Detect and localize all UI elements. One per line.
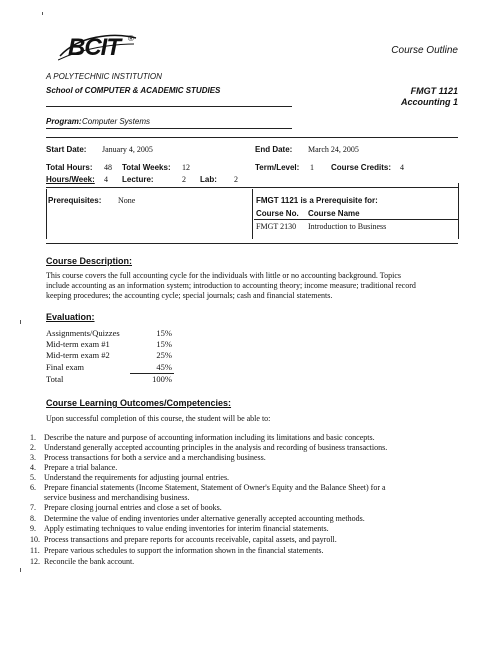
scan-speck [20,568,21,572]
evaluation-item-label: Assignments/Quizzes [46,328,120,338]
outcome-text: Prepare a trial balance. [44,463,118,472]
lecture-label: Lecture: [122,175,154,184]
total-weeks-value: 12 [182,163,190,172]
course-credits-label: Course Credits: [331,163,392,172]
outcome-item [30,514,484,524]
outcome-text: Prepare closing journal entries and close a set of books. [44,503,222,512]
outcome-number: 1. [30,433,36,442]
outcome-text: Apply estimating techniques to value ending inventories for interim financial statements. [44,524,329,533]
hours-week-label: Hours/Week: [46,175,95,184]
outcome-number: 5. [30,473,36,482]
prereq-for-course-no: FMGT 2130 [256,222,297,231]
course-name: Accounting 1 [400,97,458,107]
prereq-for-box-left-edge [252,189,253,239]
total-hours-label: Total Hours: [46,163,93,172]
course-credits-value: 4 [400,163,404,172]
program-value: Computer Systems [82,117,151,126]
details-top-divider [46,137,458,138]
outcome-text: Understand the requirements for adjusting journal entries. [44,473,230,482]
prereq-for-title: FMGT 1121 is a Prerequisite for: [256,196,378,205]
start-date-label: Start Date: [46,145,87,154]
outcome-number: 12. [30,557,40,566]
outcome-text: Process transactions and prepare reports for accounts receivable, capital assets, and payroll. [44,535,337,544]
prereq-for-header-rule [254,219,458,220]
outcome-text: Describe the nature and purpose of accounting information including its limitations and basic concepts. [44,433,375,442]
outcome-item [30,483,484,503]
evaluation-item-value: 15% [156,339,172,349]
hours-divider [46,187,458,188]
outcome-number: 10. [30,535,40,544]
hours-week-value: 4 [104,175,108,184]
outcome-item [30,443,484,453]
outcomes-heading: Course Learning Outcomes/Competencies: [46,398,232,408]
description-line: This course covers the full accounting cycle for the individuals with little or no accounting background. Topics [46,271,401,280]
header-divider [46,106,292,107]
program-underline [46,128,292,129]
outcome-item [30,535,484,545]
lecture-value: 2 [182,175,186,184]
outcomes-intro: Upon successful completion of this course, the student will be able to: [46,414,271,423]
outcome-item [30,524,484,534]
outcome-text: Determine the value of ending inventories under alternative generally accepted accounting methods. [44,514,365,523]
evaluation-item-label: Final exam [46,362,85,372]
outcome-number: 3. [30,453,36,462]
outcome-item [30,503,484,513]
scan-speck [20,320,21,324]
details-bottom-divider [46,243,458,244]
evaluation-item-label: Mid-term exam #2 [46,350,110,360]
outcome-number: 7. [30,503,36,512]
total-hours-value: 48 [104,163,112,172]
end-date-label: End Date: [255,145,293,154]
outcome-item [30,463,484,473]
outcome-text: Prepare various schedules to support the information shown in the financial statements. [44,546,324,555]
scan-speck [42,12,43,15]
logo-registered-mark: ® [128,34,134,43]
outcome-item [30,557,484,567]
prerequisites-value: None [118,196,136,205]
tagline: A POLYTECHNIC INSTITUTION [46,72,162,81]
start-date-value: January 4, 2005 [102,145,153,154]
outcome-text: Prepare financial statements (Income Statement, Statement of Owner's Equity and the Balance Sheet) for a [44,483,386,492]
outcome-item [30,433,484,443]
outcome-number: 9. [30,524,36,533]
outcome-item [30,453,484,463]
evaluation-item-value: 25% [156,350,172,360]
course-code: FMGT 1121 [410,86,458,96]
term-level-value: 1 [310,163,314,172]
course-no-header: Course No. [256,209,299,218]
term-level-label: Term/Level: [255,163,300,172]
outcome-text-continued: service business and merchandising business. [44,493,190,502]
evaluation-item-label: Mid-term exam #1 [46,339,110,349]
outcome-number: 4. [30,463,36,472]
course-description-heading: Course Description: [46,256,133,266]
evaluation-heading: Evaluation: [46,312,95,322]
lab-value: 2 [234,175,238,184]
description-line: include accounting as an information system; introduction to accounting theory; income measure; traditional record [46,281,416,290]
logo-text: BCIT [68,34,120,61]
bcit-logo [58,30,138,62]
program-label: Program: [46,117,82,126]
outcome-number: 6. [30,483,36,492]
evaluation-item-value: 15% [156,328,172,338]
outcome-number: 8. [30,514,36,523]
total-weeks-label: Total Weeks: [122,163,171,172]
prereq-for-box-right-edge [458,183,459,239]
prerequisites-label: Prerequisites: [48,196,102,205]
outcome-number: 2. [30,443,36,452]
outcome-text: Reconcile the bank account. [44,557,135,566]
outcome-text: Process transactions for both a service and a merchandising business. [44,453,266,462]
outcome-item [30,546,484,556]
end-date-value: March 24, 2005 [308,145,359,154]
prereq-for-course-name: Introduction to Business [308,222,387,231]
doc-type: Course Outline [391,45,458,56]
evaluation-total-label: Total [46,374,64,384]
lab-label: Lab: [200,175,217,184]
school-name: School of COMPUTER & ACADEMIC STUDIES [46,86,221,95]
description-line: keeping procedures; the accounting cycle; special journals; cash and financial statements. [46,291,333,300]
outcome-number: 11. [30,546,40,555]
evaluation-item-value: 45% [156,362,172,372]
evaluation-total-value: 100% [152,374,172,384]
outcome-text: Understand generally accepted accounting principles in the analysis and recording of business transactions. [44,443,388,452]
prereq-box-left-edge [46,189,47,239]
course-name-header: Course Name [308,209,360,218]
outcome-item [30,473,484,483]
